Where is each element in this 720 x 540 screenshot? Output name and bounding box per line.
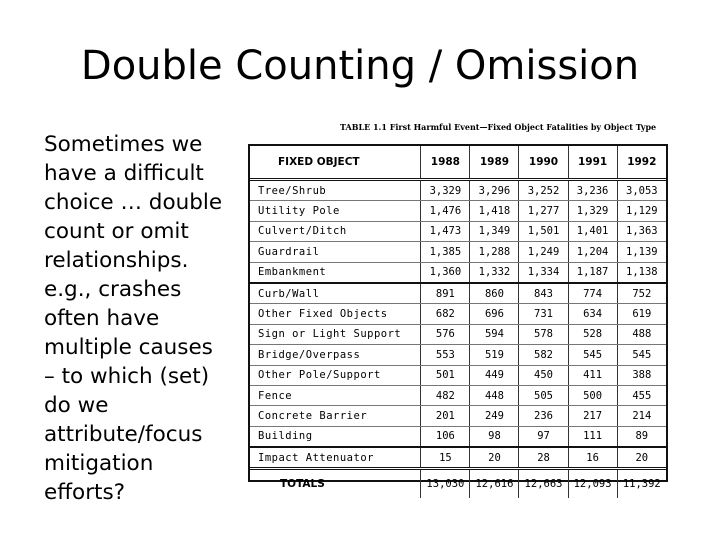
- body-line: efforts?: [44, 480, 126, 505]
- fatality-count-cell: 448: [470, 385, 519, 405]
- column-header-year: 1989: [470, 146, 519, 180]
- fatality-count-cell: 388: [617, 365, 666, 385]
- fatality-count-cell: 1,204: [568, 242, 617, 262]
- fatality-count-cell: 16: [568, 447, 617, 469]
- body-line: count or omit: [44, 219, 189, 244]
- fatality-count-cell: 696: [470, 304, 519, 324]
- body-line: – to which (set): [44, 364, 210, 389]
- totals-row: [250, 469, 666, 499]
- table-row: [250, 180, 666, 201]
- fatality-count-cell: 731: [519, 304, 568, 324]
- body-line: e.g., crashes: [44, 277, 182, 302]
- fatality-count-cell: 501: [421, 365, 470, 385]
- fatality-count-cell: 3,236: [568, 180, 617, 201]
- fatality-count-cell: 505: [519, 385, 568, 405]
- fatality-count-cell: 1,332: [470, 262, 519, 283]
- fatality-count-cell: 1,138: [617, 262, 666, 283]
- total-count-cell: 12,663: [519, 469, 568, 499]
- object-type-cell: Culvert/Ditch: [250, 221, 421, 241]
- fatality-count-cell: 843: [519, 283, 568, 304]
- fatality-count-cell: 578: [519, 324, 568, 344]
- fatality-count-cell: 860: [470, 283, 519, 304]
- fatality-count-cell: 1,129: [617, 201, 666, 221]
- body-line: Sometimes we: [44, 132, 203, 157]
- object-type-cell: Tree/Shrub: [250, 180, 421, 201]
- table-row: [250, 324, 666, 344]
- fatality-count-cell: 28: [519, 447, 568, 469]
- column-header-object: FIXED OBJECT: [250, 146, 421, 180]
- table-row: [250, 406, 666, 426]
- fatality-count-cell: 500: [568, 385, 617, 405]
- fatality-count-cell: 1,501: [519, 221, 568, 241]
- body-line: multiple causes: [44, 335, 213, 360]
- object-type-cell: Other Fixed Objects: [250, 304, 421, 324]
- fatality-count-cell: 582: [519, 345, 568, 365]
- fatality-table-grid: [250, 146, 666, 498]
- fatality-count-cell: 1,401: [568, 221, 617, 241]
- fatality-count-cell: 545: [568, 345, 617, 365]
- table-row: [250, 365, 666, 385]
- fatality-count-cell: 594: [470, 324, 519, 344]
- total-count-cell: 11,392: [617, 469, 666, 499]
- totals-label: TOTALS: [250, 469, 421, 499]
- fatality-count-cell: 1,476: [421, 201, 470, 221]
- fatality-count-cell: 20: [617, 447, 666, 469]
- fatality-count-cell: 201: [421, 406, 470, 426]
- table-row: [250, 345, 666, 365]
- fatality-count-cell: 752: [617, 283, 666, 304]
- fatality-count-cell: 553: [421, 345, 470, 365]
- fatality-count-cell: 20: [470, 447, 519, 469]
- fatality-count-cell: 1,363: [617, 221, 666, 241]
- fatality-count-cell: 249: [470, 406, 519, 426]
- fatality-count-cell: 891: [421, 283, 470, 304]
- column-header-year: 1992: [617, 146, 666, 180]
- fatality-count-cell: 1,334: [519, 262, 568, 283]
- fatality-count-cell: 3,329: [421, 180, 470, 201]
- column-header-year: 1991: [568, 146, 617, 180]
- fatality-count-cell: 634: [568, 304, 617, 324]
- fatality-count-cell: 528: [568, 324, 617, 344]
- fatality-count-cell: 455: [617, 385, 666, 405]
- fatality-count-cell: 1,288: [470, 242, 519, 262]
- fatality-count-cell: 1,329: [568, 201, 617, 221]
- fatality-count-cell: 214: [617, 406, 666, 426]
- table-row: [250, 221, 666, 241]
- fatality-count-cell: 3,296: [470, 180, 519, 201]
- fatality-count-cell: 1,249: [519, 242, 568, 262]
- table-row: [250, 304, 666, 324]
- fatality-count-cell: 1,418: [470, 201, 519, 221]
- fatality-count-cell: 1,360: [421, 262, 470, 283]
- object-type-cell: Impact Attenuator: [250, 447, 421, 469]
- body-line: often have: [44, 306, 160, 331]
- fatality-count-cell: 545: [617, 345, 666, 365]
- object-type-cell: Embankment: [250, 262, 421, 283]
- fatality-count-cell: 619: [617, 304, 666, 324]
- body-line: mitigation: [44, 451, 154, 476]
- fatality-count-cell: 15: [421, 447, 470, 469]
- table-row: [250, 283, 666, 304]
- fatality-table: [248, 144, 668, 491]
- fatality-count-cell: 106: [421, 426, 470, 447]
- body-line: choice … double: [44, 190, 223, 215]
- object-type-cell: Sign or Light Support: [250, 324, 421, 344]
- object-type-cell: Concrete Barrier: [250, 406, 421, 426]
- table-header-row: [250, 146, 666, 180]
- object-type-cell: Fence: [250, 385, 421, 405]
- fatality-count-cell: 449: [470, 365, 519, 385]
- fatality-count-cell: 482: [421, 385, 470, 405]
- fatality-count-cell: 1,473: [421, 221, 470, 241]
- fatality-count-cell: 97: [519, 426, 568, 447]
- fatality-count-cell: 1,385: [421, 242, 470, 262]
- table-row: [250, 201, 666, 221]
- fatality-count-cell: 98: [470, 426, 519, 447]
- table-row: [250, 242, 666, 262]
- fatality-count-cell: 1,139: [617, 242, 666, 262]
- fatality-count-cell: 89: [617, 426, 666, 447]
- fatality-count-cell: 1,187: [568, 262, 617, 283]
- object-type-cell: Building: [250, 426, 421, 447]
- total-count-cell: 12,616: [470, 469, 519, 499]
- body-line: attribute/focus: [44, 422, 203, 447]
- fatality-count-cell: 1,277: [519, 201, 568, 221]
- table-row: [250, 262, 666, 283]
- fatality-count-cell: 3,252: [519, 180, 568, 201]
- fatality-count-cell: 450: [519, 365, 568, 385]
- fatality-count-cell: 519: [470, 345, 519, 365]
- fatality-count-cell: 682: [421, 304, 470, 324]
- table-caption: TABLE 1.1 First Harmful Event—Fixed Object Fatalities by Object Type: [340, 122, 657, 132]
- table-row: [250, 426, 666, 447]
- total-count-cell: 12,093: [568, 469, 617, 499]
- fatality-count-cell: 3,053: [617, 180, 666, 201]
- table-row: [250, 385, 666, 405]
- fatality-count-cell: 411: [568, 365, 617, 385]
- fatality-count-cell: 236: [519, 406, 568, 426]
- table-row: [250, 447, 666, 469]
- fatality-count-cell: 774: [568, 283, 617, 304]
- fatality-count-cell: 576: [421, 324, 470, 344]
- fatality-count-cell: 488: [617, 324, 666, 344]
- body-line: have a difficult: [44, 161, 204, 186]
- fatality-count-cell: 111: [568, 426, 617, 447]
- object-type-cell: Curb/Wall: [250, 283, 421, 304]
- fatality-count-cell: 1,349: [470, 221, 519, 241]
- object-type-cell: Bridge/Overpass: [250, 345, 421, 365]
- body-line: do we: [44, 393, 109, 418]
- object-type-cell: Utility Pole: [250, 201, 421, 221]
- object-type-cell: Other Pole/Support: [250, 365, 421, 385]
- slide-title: Double Counting / Omission: [80, 43, 640, 89]
- column-header-year: 1990: [519, 146, 568, 180]
- fatality-count-cell: 217: [568, 406, 617, 426]
- body-text: [44, 130, 244, 507]
- column-header-year: 1988: [421, 146, 470, 180]
- object-type-cell: Guardrail: [250, 242, 421, 262]
- total-count-cell: 13,030: [421, 469, 470, 499]
- body-line: relationships.: [44, 248, 189, 273]
